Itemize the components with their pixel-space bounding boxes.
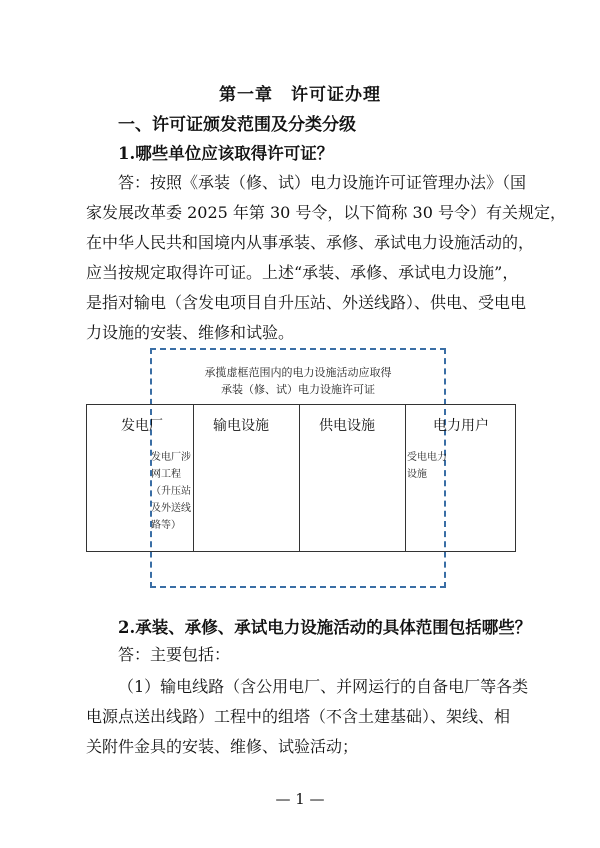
answer-2-item-1-line-2: 电源点送出线路）工程中的组塔（不含土建基础）、架线、相 bbox=[86, 707, 511, 726]
column-divider bbox=[299, 405, 300, 551]
scope-figure bbox=[86, 348, 516, 588]
note-line: 路等） bbox=[151, 520, 181, 531]
user-facility-note bbox=[407, 449, 467, 483]
question-2-title: 2.承装、承修、承试电力设施活动的具体范围包括哪些？ bbox=[118, 618, 532, 637]
plant-grid-works-note bbox=[151, 449, 195, 534]
answer-2-item-1-line-3: 关附件金具的安装、维修、试验活动； bbox=[86, 737, 359, 756]
answer-1-line-4: 应当按规定取得许可证。上述“承装、承修、承试电力设施”， bbox=[86, 263, 519, 282]
answer-1-line-5: 是指对输电（含发电项目自升压站、外送线路）、供电、受电电 bbox=[86, 293, 527, 312]
note-line: 发电厂涉 bbox=[151, 452, 191, 463]
note-line: 受电电力 bbox=[407, 452, 447, 463]
page-number: — 1 — bbox=[275, 790, 325, 808]
answer-2-item-1-line-1: （1）输电线路（含公用电厂、并网运行的自备电厂等各类 bbox=[118, 677, 529, 696]
note-line: 网工程 bbox=[151, 469, 181, 480]
section-title: 一、许可证颁发范围及分类分级 bbox=[118, 115, 356, 135]
question-1-title: 1.哪些单位应该取得许可证？ bbox=[118, 144, 334, 163]
chapter-title: 第一章 许可证办理 bbox=[219, 85, 381, 105]
column-transmission: 输电设施 bbox=[213, 418, 269, 434]
answer-1-line-2: 家发展改革委 2025 年第 30 号令，以下简称 30 号令）有关规定， bbox=[86, 203, 566, 222]
column-power-user: 电力用户 bbox=[433, 418, 489, 434]
column-divider bbox=[405, 405, 406, 551]
figure-note-line-2: 承装（修、试）电力设施许可证 bbox=[221, 383, 375, 396]
column-power-plant: 发电厂 bbox=[121, 418, 163, 434]
answer-1-line-6: 力设施的安装、维修和试验。 bbox=[86, 323, 295, 342]
facility-table bbox=[86, 404, 516, 552]
note-line: （升压站 bbox=[151, 486, 191, 497]
figure-note-line-1: 承揽虚框范围内的电力设施活动应取得 bbox=[204, 366, 392, 379]
answer-1-line-3: 在中华人民共和国境内从事承装、承修、承试电力设施活动的， bbox=[86, 233, 535, 252]
column-supply: 供电设施 bbox=[319, 418, 375, 434]
figure-note bbox=[150, 364, 446, 398]
answer-1-line-1: 答：按照《承装（修、试）电力设施许可证管理办法》（国 bbox=[118, 173, 527, 192]
note-line: 及外送线 bbox=[151, 503, 191, 514]
answer-2-intro: 答：主要包括： bbox=[118, 645, 231, 664]
note-line: 设施 bbox=[407, 469, 427, 480]
